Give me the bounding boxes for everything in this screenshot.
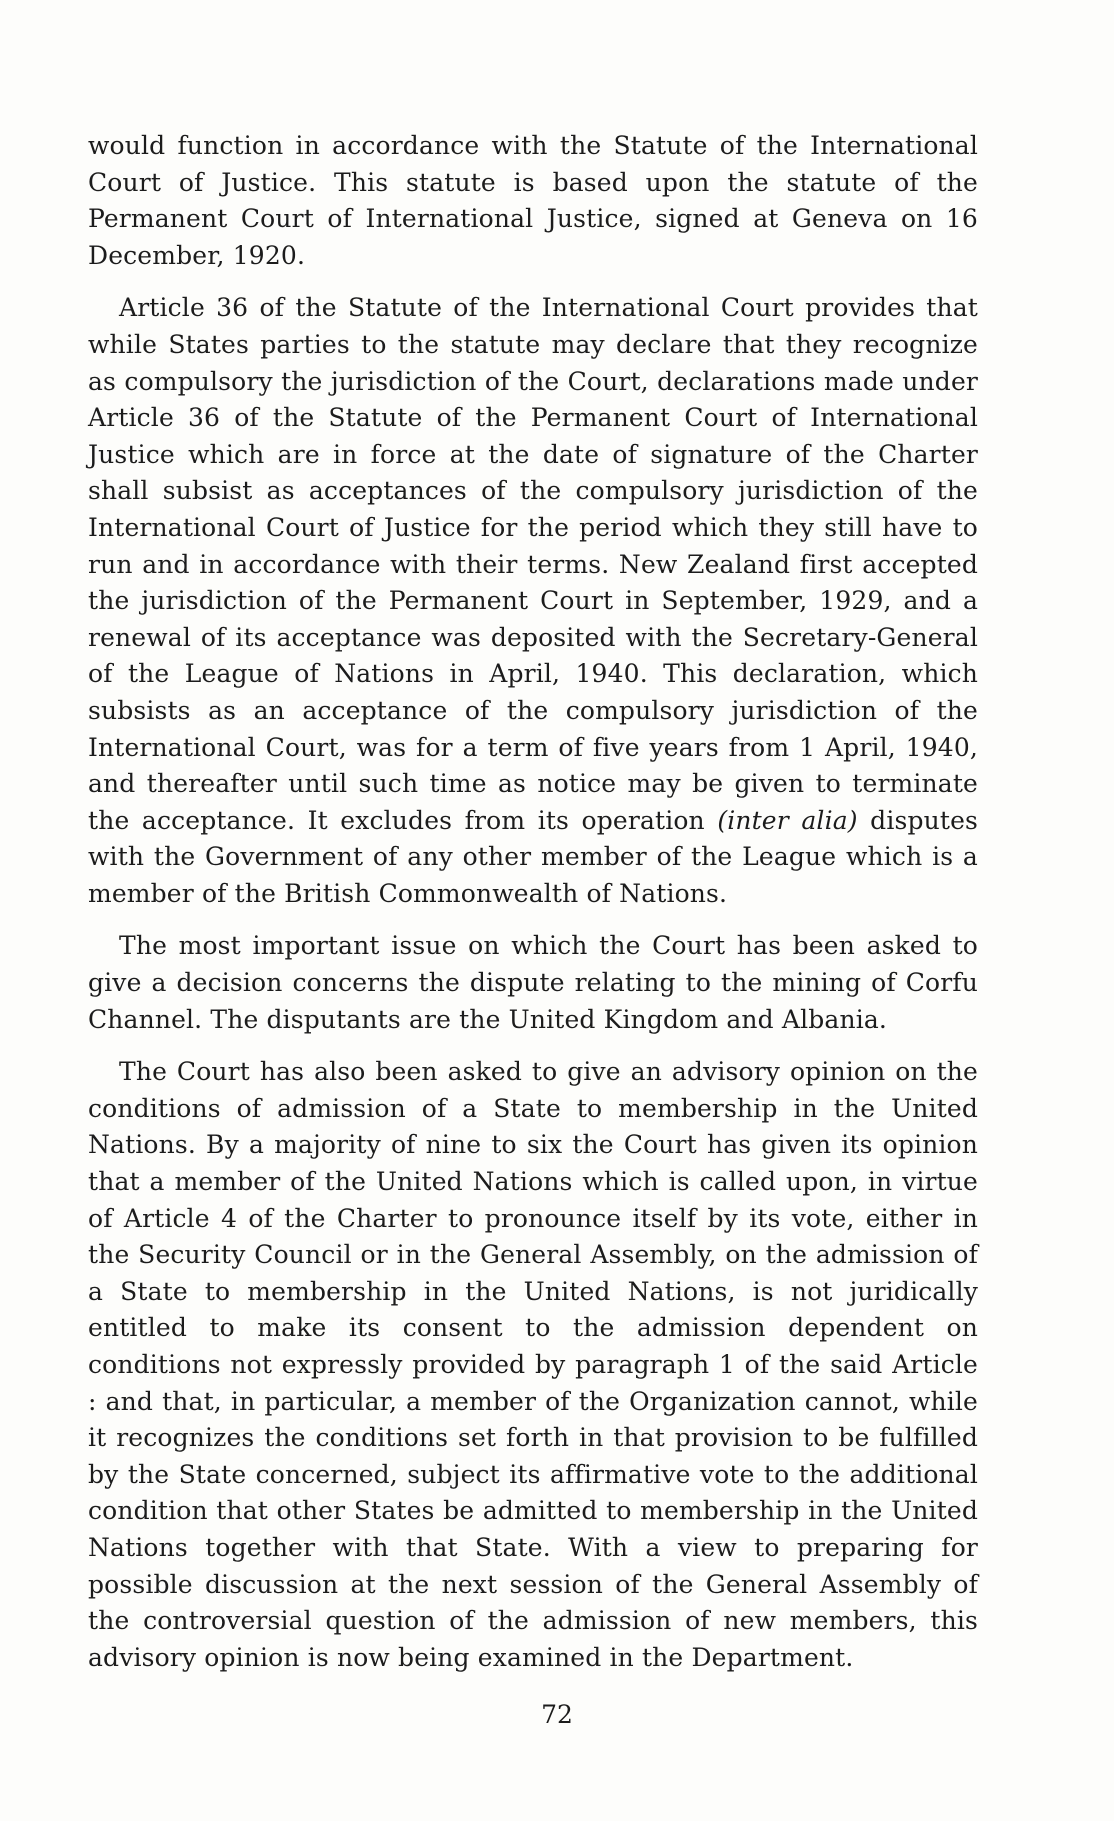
paragraph-text: The most important issue on which the Court has been asked to give a decision concerns the dispute relating to the mining of Corfu Channel. The disputants are the United Kingdom and Albania. — [88, 931, 978, 1034]
paragraph-corfu-channel — [88, 928, 978, 1038]
paragraph-text: disputes with the Government of any other member of the League which is a member of the British Commonwealth of Nations. — [88, 805, 978, 908]
paragraph-text: Article 36 of the Statute of the International Court provides that while States parties to the statute may declare that they recognize as compulsory the jurisdiction of the Court, declarations made under Article 36 of the Statute of the Permanent Court of International Justice which are in force at the date of signature of the Charter shall subsist as acceptances of the compulsory jurisdiction of the International Court of Justice for the period which they still have to run and in accordance with their terms. New Zealand first accepted the jurisdiction of the Permanent Court in September, 1929, and a renewal of its acceptance was deposited with the Secretary-General of the League of Nations in April, 1940. This declaration, which subsists as an acceptance of the compulsory jurisdiction of the International Court, was for a term of five years from 1 April, 1940, and thereafter until such time as notice may be given to terminate the acceptance. It excludes from its operation — [88, 293, 978, 835]
body-text — [88, 128, 978, 1692]
paragraph-text: would function in accordance with the Statute of the International Court of Justice. This statute is based upon the statute of the Permanent Court of International Justice, signed at Geneva on 16 December, 1920. — [88, 131, 978, 270]
paragraph-statute-basis — [88, 128, 978, 274]
page-number: 72 — [541, 1700, 573, 1729]
paragraph-advisory-opinion — [88, 1054, 978, 1676]
paragraph-article-36 — [88, 290, 978, 912]
italic-phrase: (inter alia) — [717, 805, 858, 835]
paragraph-text: The Court has also been asked to give an advisory opinion on the conditions of admission of a State to membership in the United Nations. By a majority of nine to six the Court has given its opinion that a member of the United Nations which is called upon, in virtue of Article 4 of the Charter to pronounce itself by its vote, either in the Security Council or in the General Assembly, on the admission of a State to membership in the United Nations, is not juridically entitled to make its consent to the admission dependent on conditions not expressly provided by paragraph 1 of the said Article : and that, in particular, a member of the Organization cannot, while it recognizes the conditions set forth in that provision to be fulfilled by the State concerned, subject its affirmative vote to the additional condition that other States be admitted to membership in the United Nations together with that State. With a view to preparing for possible discussion at the next session of the General Assembly of the controversial question of the admission of new members, this advisory opinion is now being examined in the Department. — [88, 1057, 978, 1672]
